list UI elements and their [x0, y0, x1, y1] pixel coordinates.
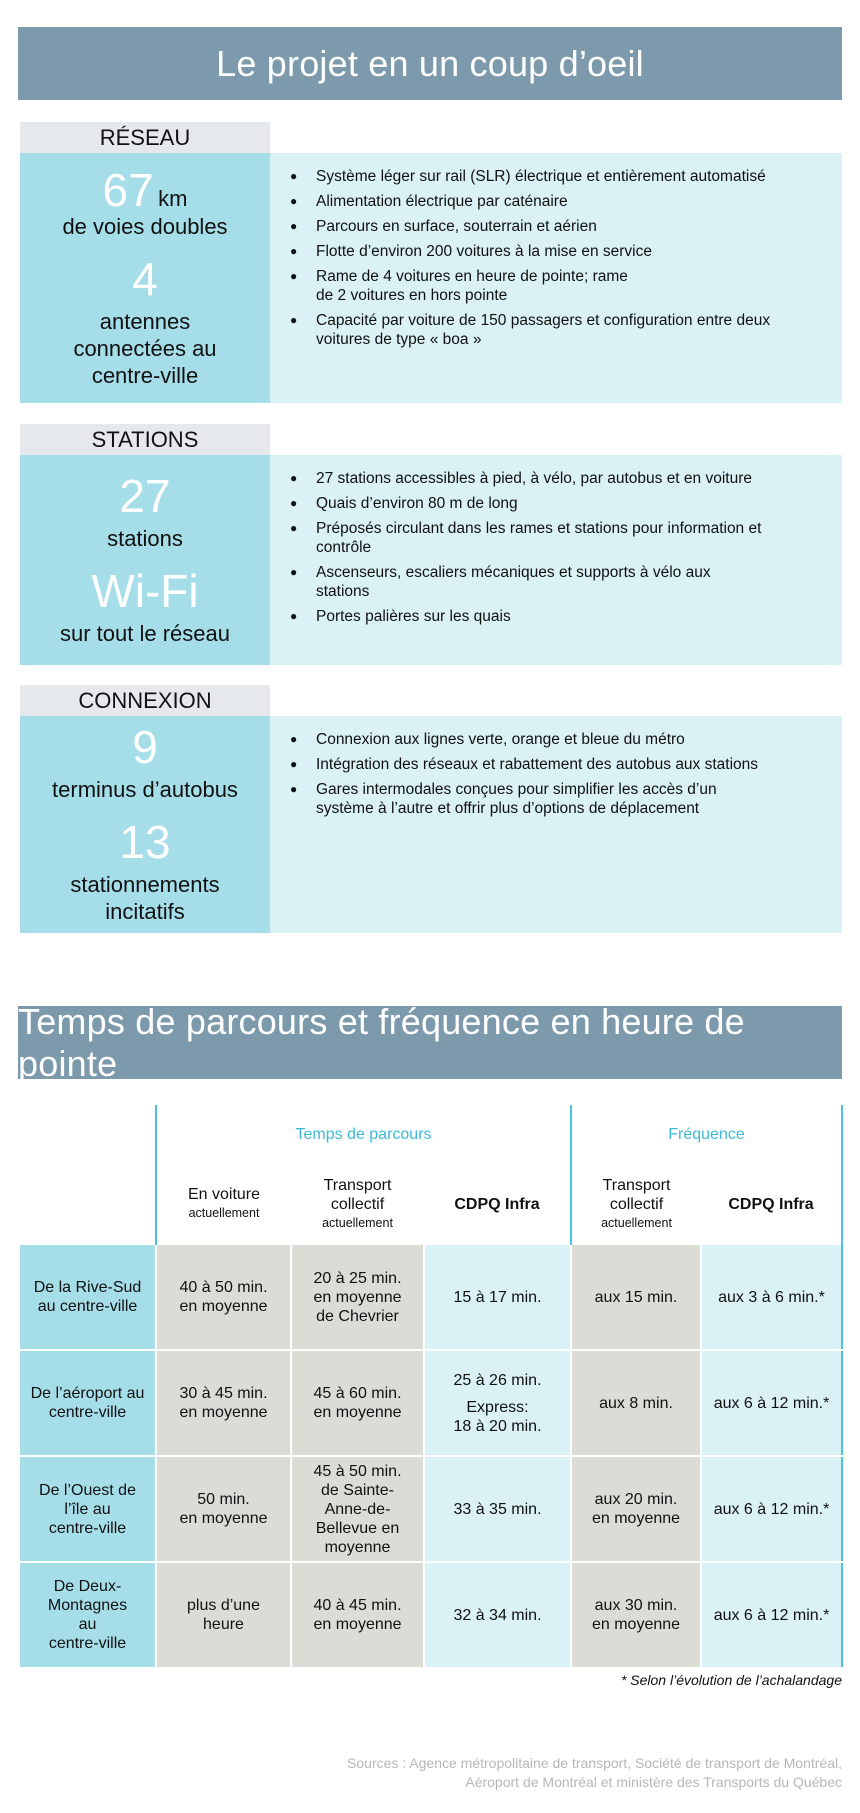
stations-details [270, 455, 842, 665]
cell-voiture [156, 1456, 291, 1562]
table-row [20, 1562, 842, 1668]
cell-line: moyenne [324, 1538, 391, 1556]
connexion-stationnements-value: 13 [119, 816, 171, 868]
cell-line: de Sainte- [321, 1481, 394, 1499]
cell-line: en moyenne [313, 1616, 402, 1633]
stations-stats [20, 455, 270, 665]
cell-line: Anne-de- [324, 1500, 391, 1518]
cell-transport [291, 1245, 424, 1350]
reseau-bullet: ● Système léger sur rail (SLR) électrique et entièrement automatisé [290, 167, 828, 186]
cell-line: en moyenne [591, 1616, 681, 1633]
cell-line: 32 à 34 min. [453, 1606, 542, 1624]
cell-line: 20 à 25 min. [313, 1269, 402, 1287]
cell-line: de Chevrier [316, 1307, 399, 1325]
cell-line: en moyenne [591, 1510, 681, 1527]
row-label-line: centre-ville [48, 1404, 127, 1421]
table-row [20, 1456, 842, 1562]
row-label [20, 1245, 156, 1350]
reseau-bullet: ● Alimentation électrique par caténaire [290, 192, 828, 211]
row-label-line: au [78, 1616, 97, 1633]
cell-line: aux 3 à 6 min.* [718, 1288, 825, 1306]
connexion-terminus-value: 9 [132, 721, 158, 773]
row-label-line: centre-ville [48, 1635, 127, 1652]
connexion-stationnements-desc-1: stationnements [70, 872, 220, 897]
reseau-bullet: ● Rame de 4 voitures en heure de pointe; rame de 2 voitures en hors pointe [290, 267, 646, 305]
cell-freq-transport [571, 1350, 701, 1456]
cell-cdpq [424, 1245, 571, 1350]
row-label-line: Montagnes [47, 1597, 128, 1614]
reseau-bullet: ● Capacité par voiture de 150 passagers et configuration entre deux voitures de type « boa » [290, 311, 828, 349]
row-label-line: De la Rive-Sud [33, 1279, 142, 1296]
connexion-bullet: ● Gares intermodales conçues pour simplifier les accès d’un système à l’autre et offrir plus d’options de déplacement [290, 780, 756, 818]
col-header-voiture [156, 1163, 291, 1245]
reseau-bullet: ● Flotte d’environ 200 voitures à la mise en service [290, 242, 828, 261]
connexion-bullet: ● Intégration des réseaux et rabattement des autobus aux stations [290, 755, 828, 774]
footnote: * Selon l’évolution de l’achalandage [620, 1672, 842, 1688]
cell-line: aux 15 min. [594, 1288, 678, 1306]
col-header-transport-line2: collectif [330, 1195, 385, 1213]
cell-transport [291, 1456, 424, 1562]
cell-transport [291, 1562, 424, 1668]
cell-transport [291, 1350, 424, 1456]
row-label-line: De l’aéroport au [30, 1385, 145, 1402]
stations-wifi-value: Wi-Fi [91, 565, 199, 617]
reseau-antennes-desc-1: antennes [99, 309, 191, 334]
cell-freq-transport [571, 1562, 701, 1668]
row-label-line: centre-ville [48, 1519, 127, 1537]
col-header-freq-transport-sub: actuellement [601, 1215, 672, 1230]
cell-freq-cdpq [701, 1562, 842, 1668]
cell-line: en moyenne [313, 1404, 402, 1421]
table-row [20, 1350, 842, 1456]
cell-line: Bellevue en [315, 1519, 400, 1537]
cell-freq-cdpq [701, 1350, 842, 1456]
connexion-details [270, 716, 842, 933]
travel-time-title: Temps de parcours et fréquence en heure de pointe [18, 1000, 745, 1084]
reseau-km-desc: de voies doubles [62, 214, 228, 239]
cell-voiture [156, 1562, 291, 1668]
stations-bullet: ● Préposés circulant dans les rames et stations pour information et contrôle [290, 519, 776, 557]
col-header-transport [291, 1163, 424, 1245]
overview-title: Le projet en un coup d’oeil [216, 42, 644, 84]
cell-line: 45 à 60 min. [313, 1385, 402, 1402]
cell-line: aux 30 min. [594, 1597, 678, 1614]
corner-blank [20, 1163, 156, 1245]
connexion-label: CONNEXION [20, 685, 270, 716]
stations-bullet: ● Portes palières sur les quais [290, 607, 828, 626]
connexion-terminus-desc: terminus d’autobus [52, 777, 238, 802]
cell-line: Express: [466, 1398, 529, 1416]
cell-line: 25 à 26 min. [453, 1371, 542, 1389]
travel-time-banner [18, 1000, 842, 1084]
corner-blank [20, 1105, 156, 1163]
cell-cdpq [424, 1456, 571, 1562]
connexion-bullet: ● Connexion aux lignes verte, orange et bleue du métro [290, 730, 828, 749]
reseau-km-value: 67 [102, 164, 154, 216]
connexion-stationnements-desc-2: incitatifs [105, 899, 185, 924]
reseau-antennes-desc-3: centre-ville [91, 363, 199, 388]
stations-count-desc: stations [107, 526, 183, 551]
col-header-freq-cdpq: CDPQ Infra [701, 1163, 842, 1245]
cell-line: 40 à 50 min. [179, 1279, 268, 1296]
row-label [20, 1562, 156, 1668]
cell-line: aux 6 à 12 min.* [713, 1606, 830, 1624]
travel-time-table [20, 1105, 843, 1669]
cell-line: en moyenne [179, 1404, 268, 1421]
cell-line: 50 min. [197, 1491, 250, 1508]
cell-line: 45 à 50 min. [313, 1462, 402, 1480]
cell-freq-transport [571, 1245, 701, 1350]
sources-line-2: Aéroport de Montréal et ministère des Transports du Québec [465, 1774, 842, 1790]
stations-bullet: ● Ascenseurs, escaliers mécaniques et supports à vélo aux stations [290, 563, 716, 601]
col-header-transport-sub: actuellement [322, 1215, 393, 1230]
cell-line: 40 à 45 min. [313, 1597, 402, 1614]
col-header-voiture-sub: actuellement [188, 1206, 260, 1220]
stations-count-value: 27 [119, 470, 171, 522]
cell-line: aux 6 à 12 min.* [713, 1500, 830, 1518]
cell-voiture [156, 1350, 291, 1456]
cell-line: plus d’une [187, 1597, 260, 1614]
cell-line: en moyenne [313, 1288, 402, 1306]
cell-line: heure [203, 1616, 244, 1633]
cell-cdpq [424, 1350, 571, 1456]
cell-voiture [156, 1245, 291, 1350]
sources [347, 1754, 842, 1792]
cell-line: aux 8 min. [599, 1394, 673, 1412]
cell-line: en moyenne [179, 1510, 268, 1527]
table-row [20, 1245, 842, 1350]
stations-bullet: ● Quais d’environ 80 m de long [290, 494, 828, 513]
reseau-antennes-desc-2: connectées au [73, 336, 217, 361]
stations-label: STATIONS [20, 424, 270, 455]
row-label-line: De l’Ouest de [39, 1481, 136, 1499]
cell-freq-cdpq [701, 1456, 842, 1562]
cell-freq-cdpq [701, 1245, 842, 1350]
col-header-cdpq: CDPQ Infra [454, 1195, 540, 1213]
col-header-voiture-label: En voiture [187, 1186, 261, 1203]
cell-line: 18 à 20 min. [453, 1417, 542, 1435]
group-temps-header: Temps de parcours [156, 1105, 571, 1163]
reseau-bullet: ● Parcours en surface, souterrain et aérien [290, 217, 828, 236]
reseau-details [270, 153, 842, 403]
cell-line: 33 à 35 min. [453, 1500, 542, 1518]
stations-bullet: ● 27 stations accessibles à pied, à vélo, par autobus et en voiture [290, 469, 828, 488]
cell-line: aux 20 min. [594, 1491, 678, 1508]
row-label-line: De Deux- [53, 1578, 122, 1595]
col-header-freq-transport-line2: collectif [609, 1195, 664, 1213]
cell-freq-transport [571, 1456, 701, 1562]
stations-wifi-desc: sur tout le réseau [60, 621, 230, 646]
row-label [20, 1350, 156, 1456]
cell-line: 15 à 17 min. [453, 1288, 542, 1306]
col-header-transport-line1: Transport [323, 1176, 392, 1194]
row-label-line: l’île au [64, 1500, 111, 1518]
col-header-freq-transport-line1: Transport [602, 1176, 671, 1194]
cell-line: en moyenne [179, 1298, 268, 1315]
cell-line: aux 6 à 12 min.* [713, 1394, 830, 1412]
connexion-stats [20, 716, 270, 933]
reseau-stats [20, 153, 270, 403]
reseau-antennes-value: 4 [132, 253, 158, 305]
row-label-line: au centre-ville [37, 1298, 138, 1315]
reseau-km-unit: km [158, 186, 188, 211]
sources-line-1: Sources : Agence métropolitaine de transport, Société de transport de Montréal, [347, 1755, 842, 1771]
group-frequence-header: Fréquence [571, 1105, 842, 1163]
col-header-freq-transport [571, 1163, 701, 1245]
overview-banner [18, 27, 842, 100]
reseau-label: RÉSEAU [20, 122, 270, 153]
cell-cdpq [424, 1562, 571, 1668]
cell-line: 30 à 45 min. [179, 1385, 268, 1402]
row-label [20, 1456, 156, 1562]
